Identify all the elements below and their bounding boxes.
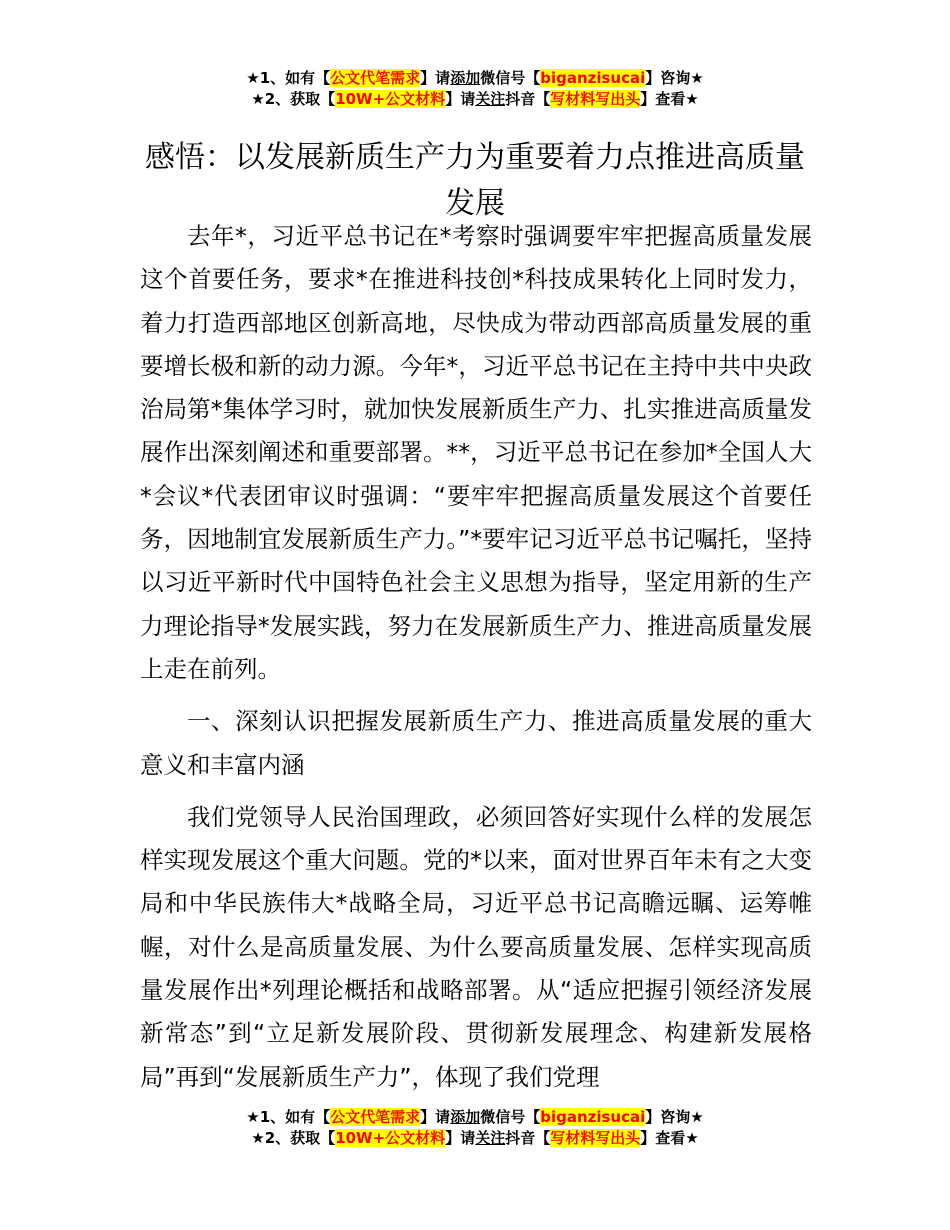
promo-line-1: ★1、如有【公文代笔需求】请添加微信号【biganzisucai】咨询★ (246, 1108, 704, 1126)
promo-highlight: 公文代笔需求 (330, 69, 421, 87)
promo-header (0, 68, 950, 110)
promo-highlight: biganzisucai (540, 1108, 646, 1126)
document-title: 感悟：以发展新质生产力为重要着力点推进高质量发展 (145, 140, 805, 222)
promo-line-2: ★2、获取【10W+公文材料】请关注抖音【写材料写出头】查看★ (251, 90, 699, 108)
promo-highlight: 10W+公文材料 (335, 1129, 446, 1147)
document-body (140, 215, 812, 1108)
section-heading: 一、深刻认识把握发展新质生产力、推进高质量发展的重大意义和丰富内涵 (140, 707, 812, 779)
promo-highlight: 写材料写出头 (550, 1129, 641, 1147)
promo-highlight: 10W+公文材料 (335, 90, 446, 108)
promo-line-2: ★2、获取【10W+公文材料】请关注抖音【写材料写出头】查看★ (251, 1129, 699, 1147)
promo-footer (0, 1107, 950, 1149)
body-paragraph: 我们党领导人民治国理政，必须回答好实现什么样的发展怎样实现发展这个重大问题。党的*以来，面对世界百年未有之大变局和中华民族伟大*战略全局，习近平总书记高瞻远瞩、运筹帷幄，对什么是高质量发展、为什么要高质量发展、怎样实现高质量发展作出*列理论概括和战略部署。从“适应把握引领经济发展新常态”到“立足新发展阶段、贯彻新发展理念、构建新发展格局”再到“发展新质生产力”，体现了我们党理 (140, 802, 812, 1091)
promo-line-1: ★1、如有【公文代笔需求】请添加微信号【biganzisucai】咨询★ (246, 69, 704, 87)
body-paragraph: 去年*，习近平总书记在*考察时强调要牢牢把握高质量发展这个首要任务，要求*在推进科技创*科技成果转化上同时发力，着力打造西部地区创新高地，尽快成为带动西部高质量发展的重要增长极和新的动力源。今年*，习近平总书记在主持中共中央政治局第*集体学习时，就加快发展新质生产力、扎实推进高质量发展作出深刻阐述和重要部署。**，习近平总书记在参加*全国人大*会议*代表团审议时强调：“要牢牢把握高质量发展这个首要任务，因地制宜发展新质生产力。”*要牢记习近平总书记嘱托，坚持以习近平新时代中国特色社会主义思想为指导，坚定用新的生产力理论指导*发展实践，努力在发展新质生产力、推进高质量发展上走在前列。 (140, 222, 812, 683)
promo-highlight: 写材料写出头 (550, 90, 641, 108)
promo-highlight: 公文代笔需求 (330, 1108, 421, 1126)
promo-highlight: biganzisucai (540, 69, 646, 87)
